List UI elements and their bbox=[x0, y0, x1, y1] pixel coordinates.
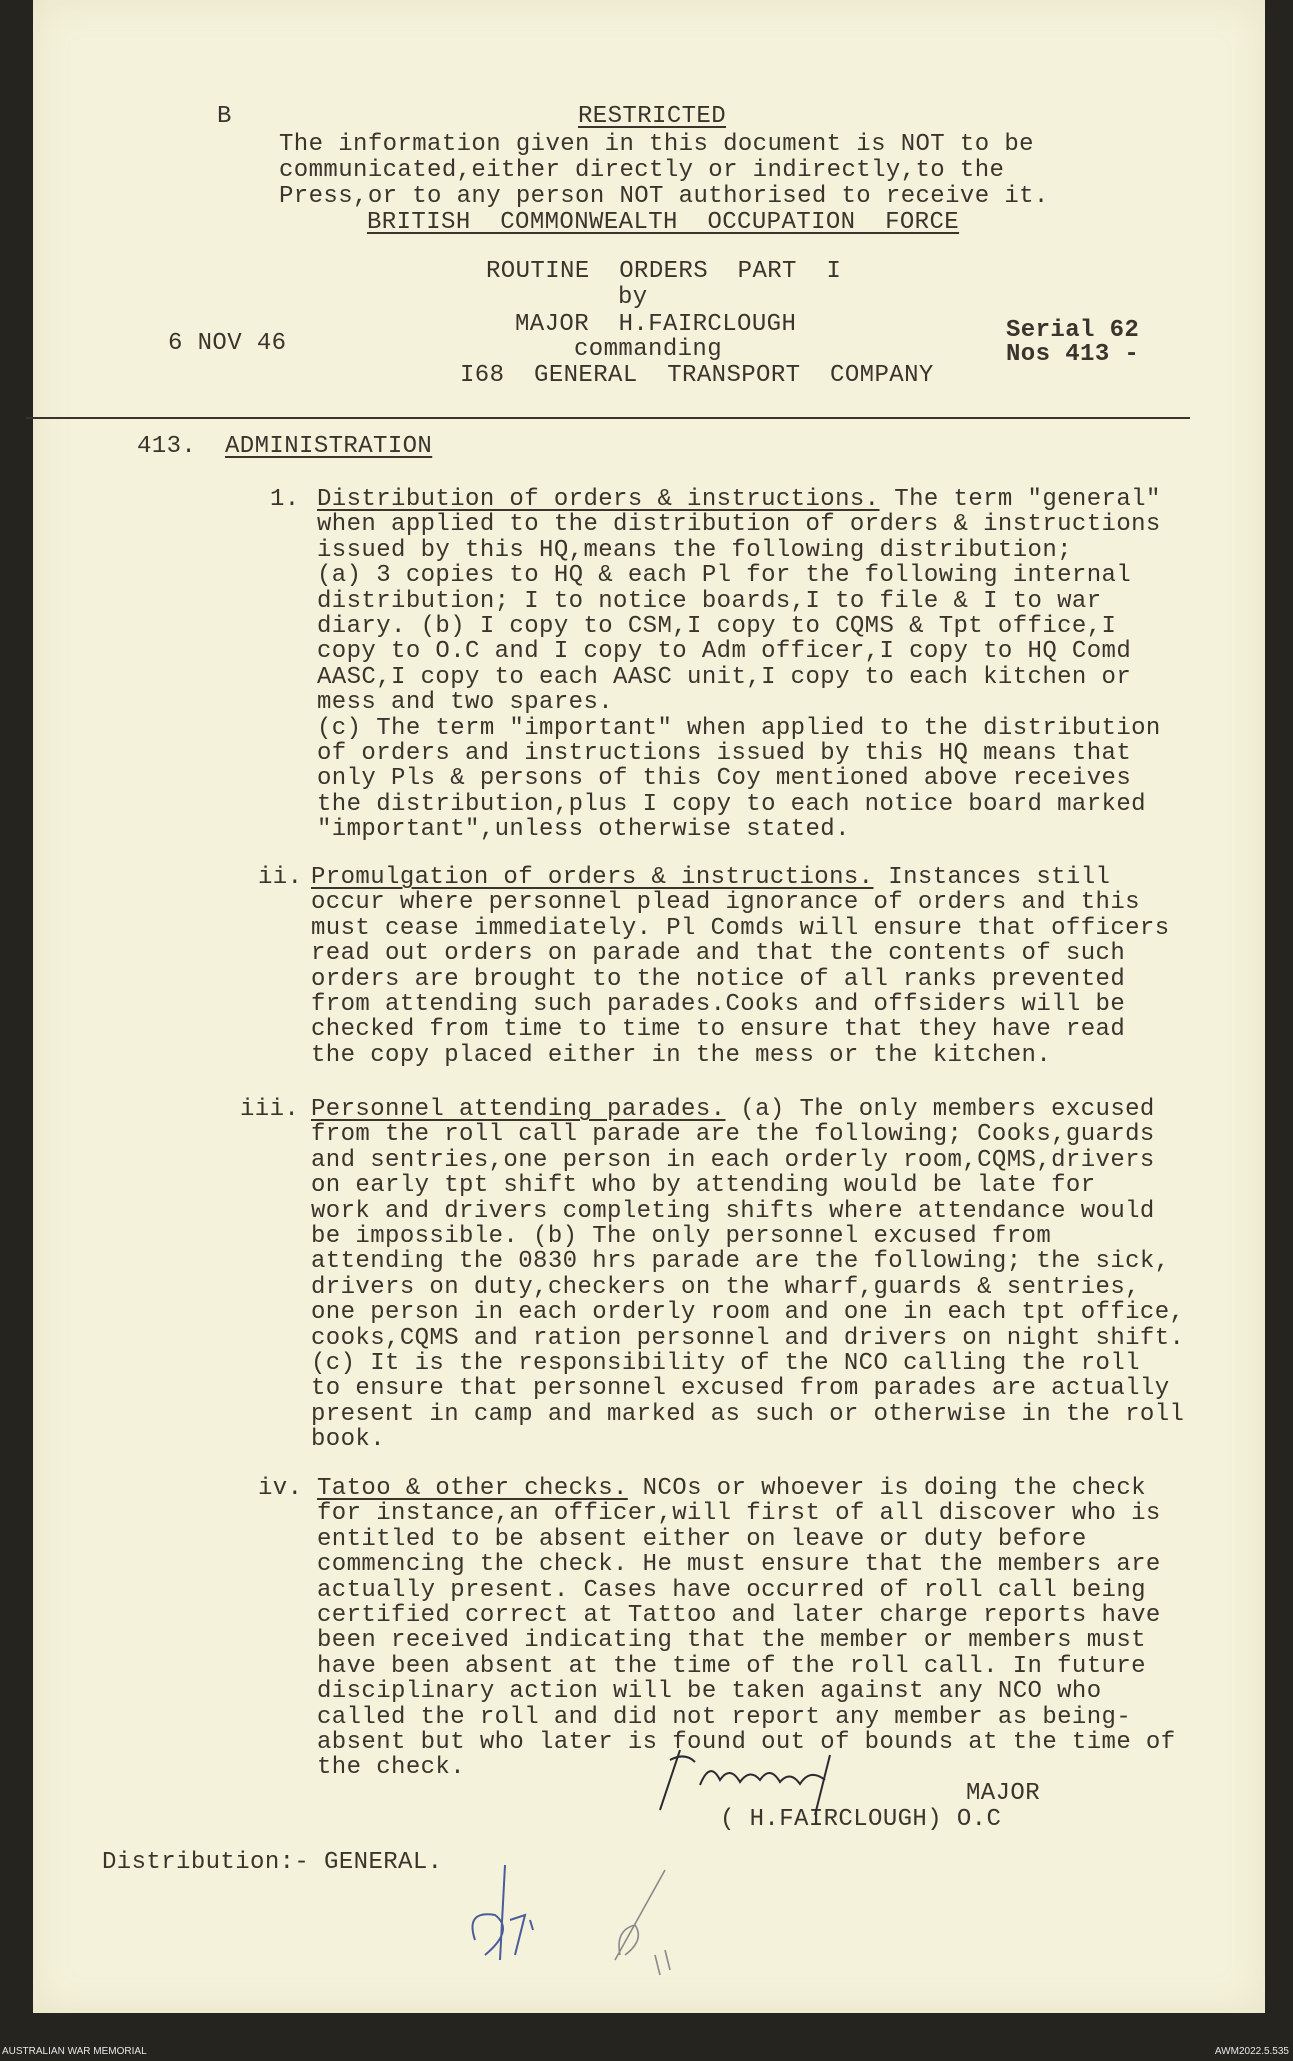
paragraph-number: 1. bbox=[270, 486, 300, 513]
paragraph-line: absent but who later is found out of bounds at the time of bbox=[317, 1729, 1176, 1756]
document-title: ROUTINE ORDERS PART I bbox=[486, 258, 842, 285]
paragraph-line: be impossible. (b) The only personnel excused from bbox=[311, 1223, 1052, 1250]
section-number: 413. bbox=[137, 433, 197, 460]
notice-line: The information given in this document is NOT to be bbox=[279, 131, 1034, 158]
archive-id: AWM2022.5.535 bbox=[1214, 2046, 1289, 2057]
paragraph-first-line bbox=[317, 1476, 1146, 1502]
paragraph-line: occur where personnel plead ignorance of orders and this bbox=[311, 889, 1140, 917]
paragraph-line: copy to O.C and I copy to Adm officer,I copy to HQ Comd bbox=[317, 638, 1132, 666]
paragraph-line: present in camp and marked as such or otherwise in the roll bbox=[311, 1400, 1185, 1428]
paragraph-text: The term "general" bbox=[879, 486, 1161, 513]
paragraph-line: certified correct at Tattoo and later charge reports have bbox=[317, 1602, 1161, 1629]
paragraph-line: have been absent at the time of the roll call. In future bbox=[317, 1652, 1146, 1680]
paragraph-heading: Tatoo & other checks. bbox=[317, 1475, 628, 1502]
divider bbox=[26, 417, 1190, 419]
paragraph-line: distribution; I to notice boards,I to file & I to war bbox=[317, 587, 1102, 615]
paragraph-line: drivers on duty,checkers on the wharf,guards & sentries, bbox=[311, 1273, 1140, 1301]
paragraph-line: "important",unless otherwise stated. bbox=[317, 816, 850, 844]
signature-name: ( H.FAIRCLOUGH) O.C bbox=[720, 1806, 1002, 1833]
paragraph-number: iv. bbox=[258, 1475, 303, 1502]
paragraph-number: ii. bbox=[258, 864, 303, 891]
paragraph-line: issued by this HQ,means the following distribution; bbox=[317, 536, 1072, 564]
paragraph-line: of orders and instructions issued by this HQ means that bbox=[317, 740, 1132, 767]
notice-line: communicated,either directly or indirectly,to the bbox=[279, 157, 1005, 184]
paragraph-heading: Distribution of orders & instructions. bbox=[317, 486, 880, 513]
paragraph-line: from the roll call parade are the following; Cooks,guards bbox=[311, 1121, 1155, 1149]
classification: RESTRICTED bbox=[578, 103, 727, 130]
order-numbers: Nos 413 - bbox=[1006, 341, 1140, 368]
paragraph-line: disciplinary action will be taken against any NCO who bbox=[317, 1678, 1102, 1706]
paragraph-line: and sentries,one person in each orderly room,CQMS,drivers bbox=[311, 1146, 1155, 1174]
officer-name: MAJOR H.FAIRCLOUGH bbox=[515, 311, 797, 338]
section-title: ADMINISTRATION bbox=[225, 433, 433, 460]
initials-mark bbox=[455, 1860, 715, 1980]
paragraph-line: on early tpt shift who by attending would be late for bbox=[311, 1172, 1096, 1200]
paragraph-line: the check. bbox=[317, 1754, 466, 1782]
paragraph-line: commencing the check. He must ensure that the members are bbox=[317, 1551, 1161, 1579]
paragraph-line: from attending such parades.Cooks and offsiders will be bbox=[311, 991, 1126, 1018]
paragraph-line: been received indicating that the member or members must bbox=[317, 1627, 1146, 1655]
paragraph-line: diary. (b) I copy to CSM,I copy to CQMS & Tpt office,I bbox=[317, 613, 1117, 640]
paragraph-line: actually present. Cases have occurred of roll call being bbox=[317, 1576, 1146, 1604]
paragraph-line: orders are brought to the notice of all ranks prevented bbox=[311, 965, 1126, 993]
notice-line: Press,or to any person NOT authorised to receive it. bbox=[279, 183, 1049, 210]
paragraph-heading: Personnel attending parades. bbox=[311, 1096, 726, 1123]
paragraph-line: only Pls & persons of this Coy mentioned above receives bbox=[317, 765, 1132, 793]
by-text: by bbox=[618, 284, 648, 311]
paragraph-line: must cease immediately. Pl Comds will ensure that officers bbox=[311, 914, 1170, 942]
paragraph-line: book. bbox=[311, 1426, 386, 1454]
handwritten-signature bbox=[640, 1740, 980, 1820]
paragraph-line: AASC,I copy to each AASC unit,I copy to each kitchen or bbox=[317, 663, 1132, 691]
signature-rank: MAJOR bbox=[966, 1780, 1041, 1807]
serial-number: Serial 62 bbox=[1006, 317, 1140, 344]
paragraph-line: for instance,an officer,will first of all discover who is bbox=[317, 1500, 1161, 1528]
paragraph-text: NCOs or whoever is doing the check bbox=[627, 1475, 1146, 1502]
paragraph-line: to ensure that personnel excused from parades are actually bbox=[311, 1375, 1170, 1403]
force-name: BRITISH COMMONWEALTH OCCUPATION FORCE bbox=[367, 209, 960, 236]
paragraph-line: (c) The term "important" when applied to the distribution bbox=[317, 714, 1161, 742]
paragraph-line: when applied to the distribution of orders & instructions bbox=[317, 511, 1161, 539]
paragraph-line: the copy placed either in the mess or the kitchen. bbox=[311, 1041, 1052, 1069]
paragraph-line: (c) It is the responsibility of the NCO calling the roll bbox=[311, 1350, 1140, 1377]
unit-name: I68 GENERAL TRANSPORT COMPANY bbox=[460, 362, 934, 389]
paragraph-text: (a) The only members excused bbox=[725, 1096, 1155, 1123]
paragraph-first-line bbox=[311, 865, 1110, 891]
paragraph-line: attending the 0830 hrs parade are the following; the sick, bbox=[311, 1248, 1170, 1276]
copy-mark: B bbox=[217, 103, 232, 130]
paragraph-line: cooks,CQMS and ration personnel and drivers on night shift. bbox=[311, 1324, 1185, 1352]
paragraph-line: checked from time to time to ensure that they have read bbox=[311, 1016, 1126, 1044]
date: 6 NOV 46 bbox=[168, 330, 287, 357]
paragraph-line: the distribution,plus I copy to each notice board marked bbox=[317, 790, 1146, 818]
paragraph-line: work and drivers completing shifts where attendance would bbox=[311, 1197, 1155, 1225]
paragraph-line: read out orders on parade and that the contents of such bbox=[311, 940, 1126, 968]
paragraph-number: iii. bbox=[240, 1096, 300, 1123]
paragraph-line: mess and two spares. bbox=[317, 689, 614, 717]
paragraph-first-line bbox=[311, 1097, 1155, 1123]
paragraph-heading: Promulgation of orders & instructions. bbox=[311, 864, 874, 891]
archive-label: AUSTRALIAN WAR MEMORIAL bbox=[2, 2046, 147, 2057]
paragraph-line: entitled to be absent either on leave or duty before bbox=[317, 1525, 1087, 1553]
paragraph-text: Instances still bbox=[873, 864, 1111, 891]
paragraph-line: called the roll and did not report any member as being- bbox=[317, 1703, 1132, 1731]
commanding-text: commanding bbox=[574, 336, 723, 363]
paragraph-first-line bbox=[317, 487, 1161, 513]
paragraph-line: (a) 3 copies to HQ & each Pl for the following internal bbox=[317, 562, 1132, 590]
distribution-line: Distribution:- GENERAL. bbox=[102, 1849, 443, 1876]
paragraph-line: one person in each orderly room and one in each tpt office, bbox=[311, 1299, 1185, 1327]
